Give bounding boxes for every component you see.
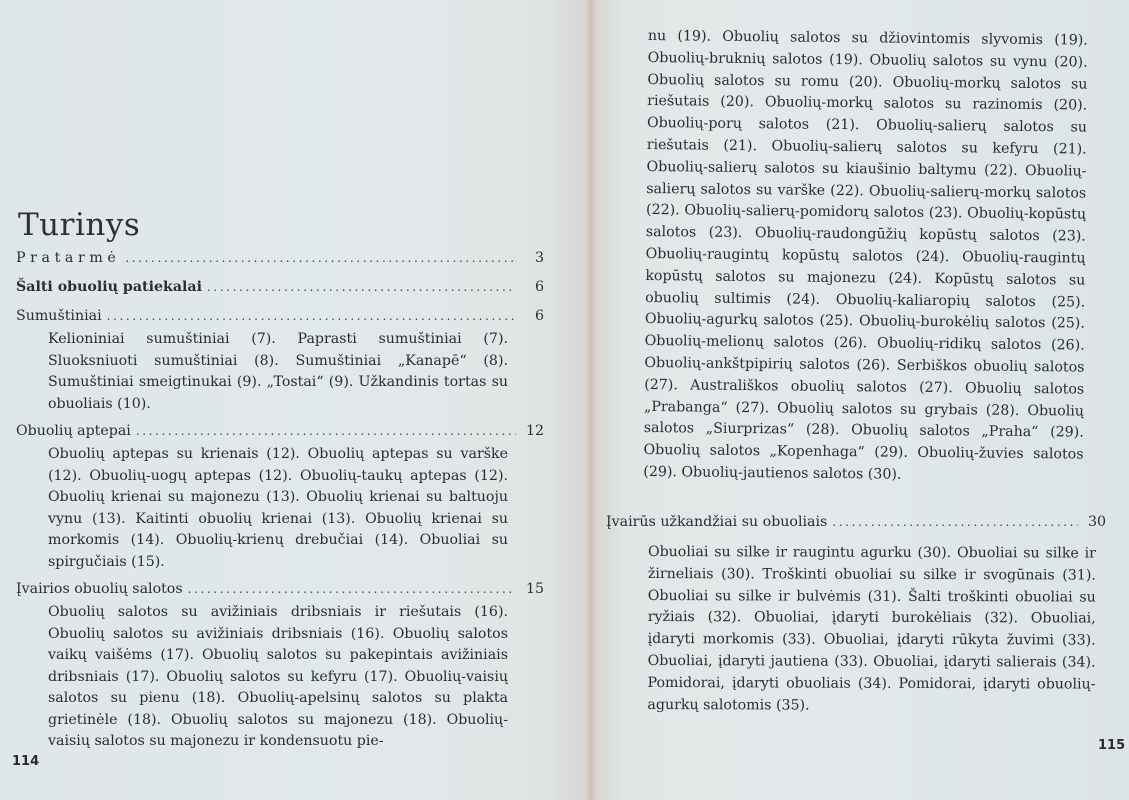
toc-subentries: Kelioniniai sumuštiniai (7). Paprasti sumuštiniai (7). Sluoksniuoti sumuštiniai (8). Sumuštiniai „Kanapē“ (8). Sumuštiniai smeigtinukai (9). „Tostai“ (9). Užkandinis tortas su obuoliais (10). <box>48 331 508 412</box>
toc-entry-label: Pratarmė <box>16 250 121 266</box>
toc-subentries: Obuolių salotos su avižiniais dribsniais ir riešutais (16). Obuolių salotos su avižiniais dribsniais (16). Obuolių salotos vaikų vaišėms (17). Obuolių salotos su pakepintais avižiniais dribsniais (17). Obuolių salotos su kefyru (17). Obuolių-vaisių salotos su pienu (18). Obuolių-apelsinų salotos su plakta grietinėle (18). Obuolių salotos su majonezu (18). Obuolių-vaisių salotos su majonezu ir kondensuotu pie- <box>48 604 508 749</box>
table-of-contents-continued <box>606 512 1106 716</box>
toc-entry-label: Obuolių aptepai <box>16 423 131 439</box>
toc-entry-label: Šalti obuolių patiekalai <box>16 279 202 295</box>
toc-entry-salti-patiekalai <box>16 277 544 297</box>
toc-entry-label: Sumuštiniai <box>16 308 102 324</box>
toc-entry-pratarme <box>16 248 544 268</box>
toc-entry-page: 6 <box>534 279 544 295</box>
toc-entry-page: 30 <box>1087 514 1106 530</box>
toc-entry-label: Įvairios obuolių salotos <box>16 581 183 597</box>
book-gutter <box>586 0 596 800</box>
toc-entry-sumustiniai <box>16 306 544 326</box>
toc-entry-salotos <box>16 579 544 599</box>
toc-entry-page: 12 <box>525 423 544 439</box>
toc-entry-uzkandziai <box>606 512 1106 532</box>
toc-entry-aptepai <box>16 421 544 441</box>
leader-dots <box>207 277 516 297</box>
leader-dots <box>188 579 516 599</box>
page-title: Turinys <box>18 206 141 243</box>
toc-subentries: Obuolių aptepas su krienais (12). Obuolių aptepas su varške (12). Obuolių-uogų aptepas (12). Obuolių-taukų aptepas (12). Obuolių krienai su majonezu (13). Obuolių krienai su baltuoju vynu (13). Kaitinti obuolių krienai (13). Obuolių krienai su morkomis (14). Obuolių-krienų drebučiai (14). Obuoliai su spirgučiais (15). <box>48 446 508 570</box>
toc-entry-label: Įvairūs užkandžiai su obuoliais <box>606 514 828 530</box>
toc-entry-page: 15 <box>525 581 544 597</box>
leader-dots <box>125 248 516 268</box>
toc-subentries: Obuoliai su silke ir raugintu agurku (30). Obuoliai su silke ir žirneliais (30). Troškinti obuoliai su silke ir svogūnais (31). Obuoliai su silke ir bulvėmis (31). Šalti troškinti obuoliai su ryžiais (32). Obuoliai, įdaryti burokėliais (32). Obuoliai, įdaryti morkomis (33). Obuoliai, įdaryti rūkyta žuvimi (33). Obuoliai, įdaryti jautiena (33). Obuoliai, įdaryti salierais (34). Pomidorai, įdaryti obuoliais (34). Pomidorai, įdaryti obuolių-agurkų salotomis (35). <box>647 544 1096 714</box>
right-page <box>592 0 1129 800</box>
toc-continuation: nu (19). Obuolių salotos su džiovintomis slyvomis (19). Obuolių-bruknių salotos (19). Obuolių salotos su vynu (20). Obuolių salotos su romu (20). Obuolių-morkų salotos su riešutais (20). Obuolių-morkų salotos su razinomis (20). Obuolių-porų salotos (21). Obuolių-salierų salotos su riešutais (21). Obuolių-salierų salotos su kefyru (21). Obuolių-salierų salotos su kiaušinio baltymu (22). Obuolių-salierų salotos su varške (22). Obuolių-salierų-morkų salotos (22). Obuolių-salierų-pomidorų salotos (23). Obuolių-kopūstų salotos (23). Obuolių-raudongūžių kopūstų salotos (23). Obuolių-raugintų kopūstų salotos (24). Obuolių-raugintų kopūstų salotos su majonezu (24). Kopūstų salotos su obuolių sultimis (24). Obuolių-kaliaropių salotos (25). Obuolių-agurkų salotos (25). Obuolių-burokėlių salotos (25). Obuolių-melionų salotos (26). Obuolių-ridikų salotos (26). Obuolių-ankštpipirių salotos (26). Serbiškos obuolių salotos (27). Australiškos obuolių salotos (27). Obuolių salotos „Prabanga“ (27). Obuolių salotos su grybais (28). Obuolių salotos „Siurprizas“ (28). Obuolių salotos „Praha“ (29). Obuolių salotos „Kopenhaga“ (29). Obuolių-žuvies salotos (29). Obuolių-jautienos salotos (30). <box>643 28 1088 483</box>
toc-entry-page: 3 <box>534 250 544 266</box>
page-number: 115 <box>1098 738 1126 753</box>
page-number: 114 <box>12 754 40 769</box>
table-of-contents <box>16 248 544 759</box>
toc-entry-page: 6 <box>534 308 544 324</box>
leader-dots <box>136 421 516 441</box>
leader-dots <box>107 306 516 326</box>
leader-dots <box>832 512 1078 532</box>
